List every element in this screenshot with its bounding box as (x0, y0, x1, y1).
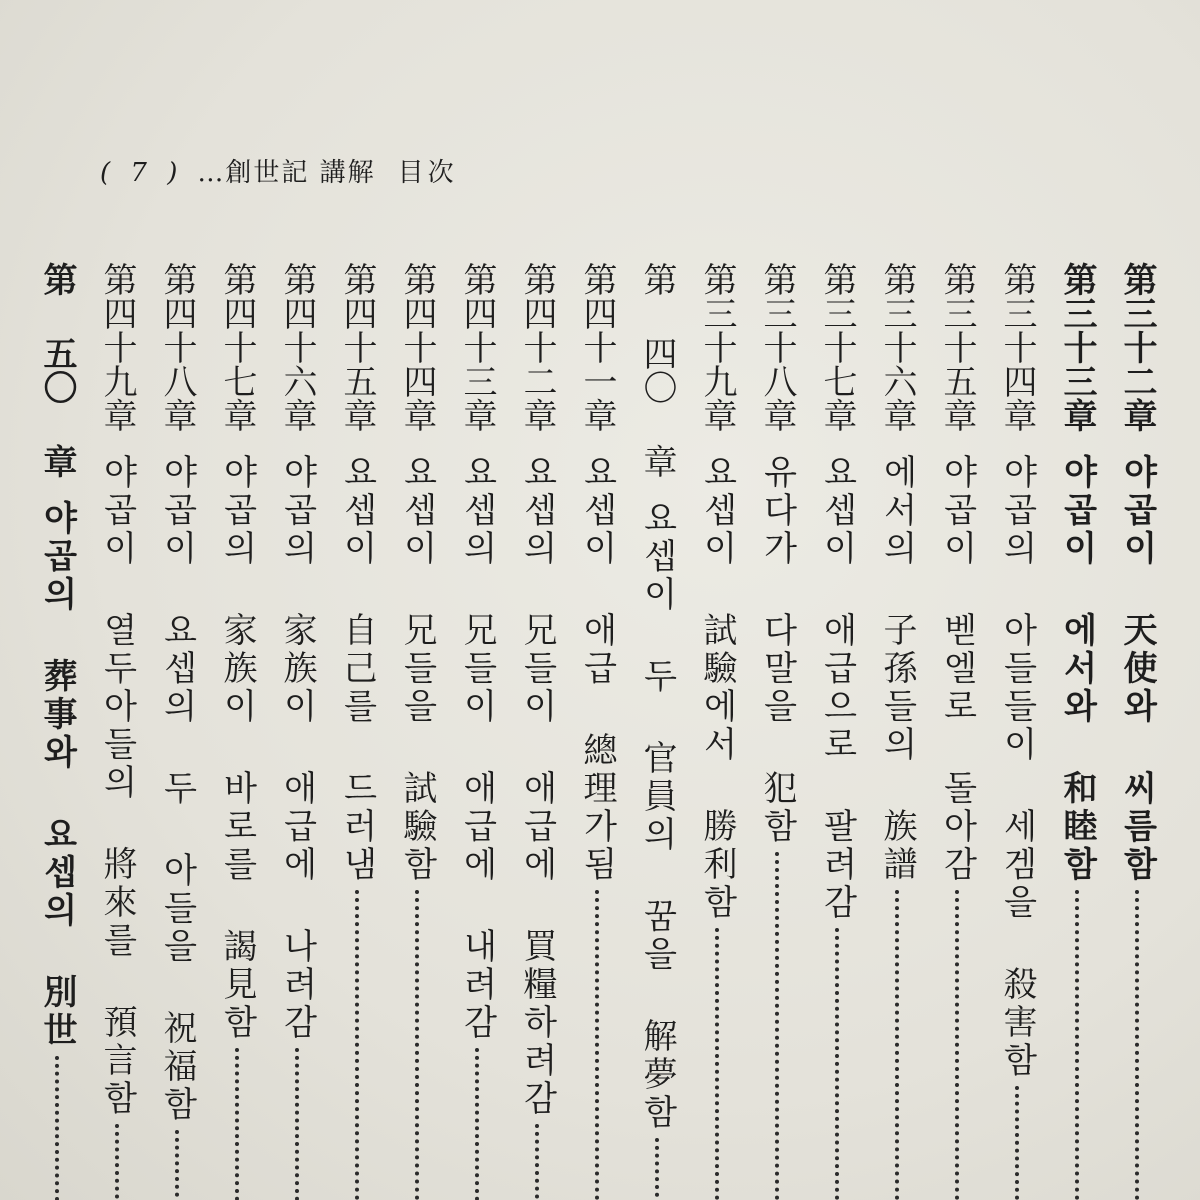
chapter-number: 第四十四章 (397, 262, 437, 432)
chapter-title: 야곱의 아들들이 세겜을 殺害함 (997, 454, 1037, 1080)
chapter-number: 第四十三章 (457, 262, 497, 432)
dot-leader (1075, 890, 1079, 1200)
chapter-title: 요셉이 두 官員의 꿈을 解夢함 (637, 500, 677, 1132)
chapter-title: 요셉이 兄들을 試驗함 (397, 454, 437, 884)
dot-leader (535, 1124, 539, 1200)
chapter-number: 第三十八章 (757, 262, 797, 432)
toc-entry (394, 262, 440, 1200)
chapter-number: 第四十一章 (577, 262, 617, 432)
toc-entry (814, 262, 860, 1200)
page-number: ( 7 ) (100, 158, 184, 188)
chapter-title: 요셉의 兄들이 애급에 내려감 (457, 454, 497, 1042)
chapter-number: 第三十九章 (697, 262, 737, 432)
toc-entry (934, 262, 980, 1200)
chapter-title: 요셉이 試驗에서 勝利함 (697, 454, 737, 922)
toc-entry (214, 262, 260, 1200)
dot-leader (895, 890, 899, 1200)
chapter-number: 第三十二章 (1117, 262, 1157, 432)
dot-leader (655, 1138, 659, 1200)
chapter-title: 야곱이 에서와 和睦함 (1057, 454, 1097, 884)
toc-entry (34, 262, 80, 1200)
chapter-number: 第四十八章 (157, 262, 197, 432)
chapter-number: 第三十五章 (937, 262, 977, 432)
chapter-number: 第四十二章 (517, 262, 557, 432)
dot-leader (1135, 890, 1139, 1200)
chapter-title: 유다가 다말을 犯함 (757, 454, 797, 846)
toc-entry (634, 262, 680, 1200)
chapter-number: 第四十六章 (277, 262, 317, 432)
chapter-number: 第 四〇 章 (637, 262, 677, 478)
chapter-number: 第三十三章 (1057, 262, 1097, 432)
chapter-title: 야곱이 天使와 씨름함 (1117, 454, 1157, 884)
dot-leader (835, 928, 839, 1200)
dot-leader (775, 852, 779, 1200)
toc-entry (154, 262, 200, 1200)
chapter-number: 第三十四章 (997, 262, 1037, 432)
toc-entry (754, 262, 800, 1200)
chapter-title: 요셉의 兄들이 애급에 買糧하려감 (517, 454, 557, 1118)
dot-leader (595, 890, 599, 1200)
dot-leader (355, 890, 359, 1200)
chapter-title: 야곱이 벧엘로 돌아감 (937, 454, 977, 884)
book-title: …創世記 講解 (197, 158, 376, 188)
toc-entry (334, 262, 380, 1200)
toc-entry (514, 262, 560, 1200)
dot-leader (55, 1056, 59, 1200)
chapter-title: 야곱이 요셉의 두 아들을 祝福함 (157, 454, 197, 1124)
chapter-title: 야곱의 葬事와 요셉의 別世 (37, 500, 77, 1050)
dot-leader (475, 1048, 479, 1200)
toc-entry (274, 262, 320, 1200)
chapter-number: 第四十七章 (217, 262, 257, 432)
table-of-contents (34, 262, 1160, 1200)
dot-leader (115, 1124, 119, 1200)
chapter-title: 요셉이 自己를 드러냄 (337, 454, 377, 884)
chapter-number: 第四十九章 (97, 262, 137, 432)
dot-leader (175, 1130, 179, 1200)
dot-leader (415, 890, 419, 1200)
chapter-title: 요셉이 애급 總理가됨 (577, 454, 617, 884)
toc-entry (94, 262, 140, 1200)
dot-leader (1015, 1086, 1019, 1200)
toc-entry (1114, 262, 1160, 1200)
toc-entry (574, 262, 620, 1200)
chapter-number: 第三十六章 (877, 262, 917, 432)
chapter-title: 야곱의 家族이 애급에 나려감 (277, 454, 317, 1042)
toc-entry (874, 262, 920, 1200)
chapter-title: 야곱이 열두아들의 將來를 預言함 (97, 454, 137, 1118)
dot-leader (955, 890, 959, 1200)
dot-leader (235, 1048, 239, 1200)
chapter-number: 第四十五章 (337, 262, 377, 432)
section-title: 目次 (397, 158, 458, 188)
chapter-number: 第三十七章 (817, 262, 857, 432)
toc-entry (694, 262, 740, 1200)
chapter-number: 第 五〇 章 (37, 262, 77, 478)
toc-entry (994, 262, 1040, 1200)
chapter-title: 에서의 子孫들의 族譜 (877, 454, 917, 884)
chapter-title: 요셉이 애급으로 팔려감 (817, 454, 857, 922)
dot-leader (715, 928, 719, 1200)
page-header (100, 152, 458, 189)
dot-leader (295, 1048, 299, 1200)
toc-entry (1054, 262, 1100, 1200)
chapter-title: 야곱의 家族이 바로를 謁見함 (217, 454, 257, 1042)
toc-entry (454, 262, 500, 1200)
